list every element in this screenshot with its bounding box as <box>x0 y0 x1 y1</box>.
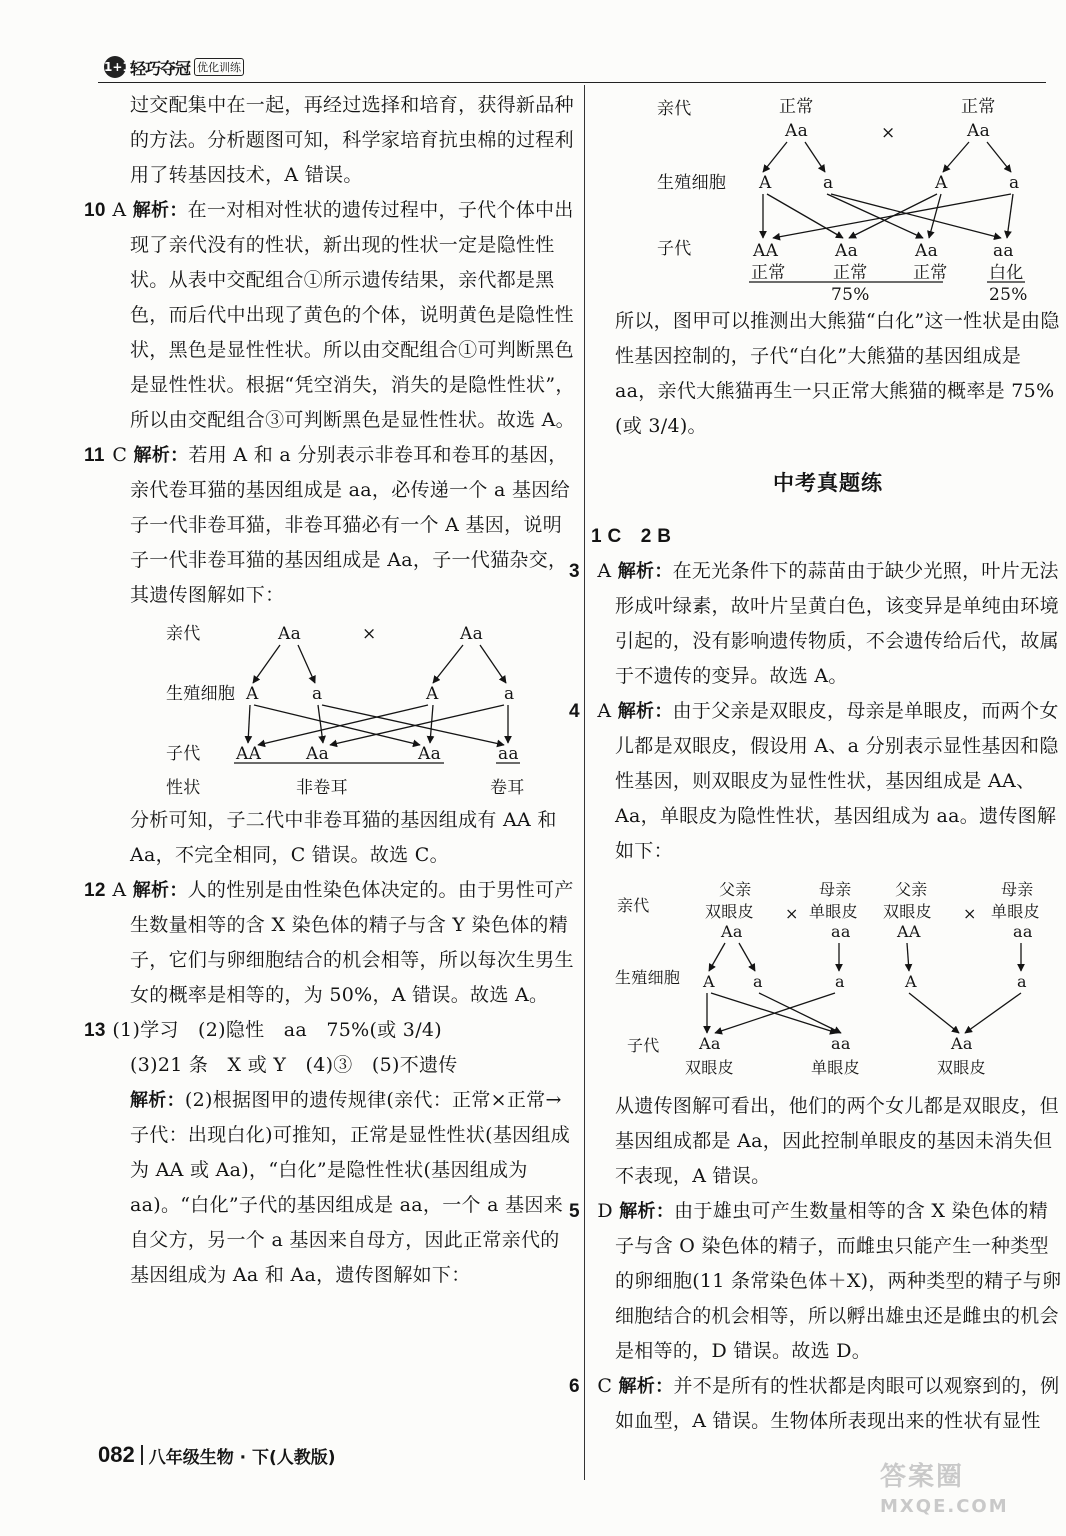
gamete: A <box>905 972 917 991</box>
father-trait: 双眼皮 <box>883 902 932 921</box>
gamete: a <box>823 173 834 193</box>
analysis-text: 人的性别是由性染色体决定的。由于男性可产生数量相等的含 X 染色体的精子与含 Y 染色体的精子，它们与卵细胞结合的机会相等，所以每次生男生女的概率是相等的，为 50%，A 错误。故选 A。 <box>130 879 574 1006</box>
analysis-text: 由于雄虫可产生数量相等的含 X 染色体的精子与含 O 染色体的精子，而雌虫只能产生一种类型的卵细胞(11 条常染色体＋X)，两种类型的精子与卵细胞结合的机会相等，所以孵出雄虫还是雌虫的机会是相等的，D 错误。故选 D。 <box>615 1200 1062 1362</box>
header-rule <box>98 82 1046 83</box>
left-column <box>84 88 576 1293</box>
analysis-text: 在无光条件下的蒜苗由于缺少光照，叶片无法形成叶绿素，故叶片呈黄白色，该变异是单纯由环境引起的，没有影响遗传物质，不会遗传给后代，故属于不遗传的变异。故选 A。 <box>615 560 1059 687</box>
answer-13-line-1: (1)学习 (2)隐性 aa 75%(或 3/4) <box>112 1019 442 1041</box>
genetic-diagram-4 <box>593 869 1063 1089</box>
answer-13-line-2: (3)21 条 X 或 Y (4)③ (5)不遗传 <box>130 1054 458 1076</box>
father-genotype: Aa <box>721 922 743 941</box>
child-genotype: AA <box>236 744 262 764</box>
row-label-child: 子代 <box>627 1036 660 1055</box>
father-trait: 双眼皮 <box>705 902 754 921</box>
row-label-parent: 亲代 <box>657 99 692 119</box>
page-footer <box>98 1440 336 1470</box>
row-label-gamete: 生殖细胞 <box>615 968 681 987</box>
parent-genotype: Aa <box>967 121 991 141</box>
child-trait: 单眼皮 <box>811 1058 860 1077</box>
brand-name: 轻巧夺冠 <box>130 58 191 78</box>
page-header <box>98 52 1046 92</box>
analysis-text: 在一对相对性状的遗传过程中，子代个体中出现了亲代没有的性状，新出现的性状一定是隐性性状。从表中交配组合①所示遗传结果，亲代都是黑色，而后代中出现了黄色的个体，说明黄色是隐性性状，黑色是显性性状。所以由交配组合①可判断黑色是显性性状。根据“凭空消失，消失的是隐性性状”，所以由交配组合③可判断黑色是显性性状。故选 A。 <box>130 199 575 431</box>
analysis-label: 解析： <box>617 561 673 582</box>
parent-genotype: Aa <box>278 624 302 644</box>
book-title: 八年级生物 · 下(人教版) <box>148 1447 336 1468</box>
parent-genotype: Aa <box>785 121 809 141</box>
child-genotype: aa <box>498 744 519 764</box>
child-genotype: aa <box>831 1034 851 1053</box>
gamete: a <box>504 684 515 704</box>
child-trait: 正常 <box>913 263 948 283</box>
mother-trait: 单眼皮 <box>991 902 1040 921</box>
answer-choice: C <box>112 444 128 466</box>
cross-symbol: × <box>362 624 377 644</box>
child-genotype: Aa <box>951 1034 973 1053</box>
answer-choice: A <box>112 879 127 901</box>
gamete: a <box>1009 173 1020 193</box>
answer-choice: A <box>597 560 612 582</box>
answer-13-analysis <box>108 1083 576 1293</box>
answer-12: 12 A 解析：人的性别是由性染色体决定的。由于男性可产生数量相等的含 X 染色体的精子与含 Y 染色体的精子，它们与卵细胞结合的机会相等，所以每次生男生女的概率是相等的，为 50%，A 错误。故选 A。 <box>84 879 574 1006</box>
mother-label: 母亲 <box>819 880 852 899</box>
cross-symbol: × <box>963 904 977 923</box>
brand-logo <box>104 54 244 80</box>
answers-1-2 <box>593 519 1063 554</box>
mother-genotype: aa <box>1013 922 1033 941</box>
cross-symbol: × <box>881 123 896 143</box>
child-genotype: aa <box>993 241 1014 261</box>
analysis-label: 解析： <box>132 880 188 901</box>
child-genotype: Aa <box>915 241 939 261</box>
answer-choice: D <box>597 1200 613 1222</box>
cross-arrows <box>248 645 508 745</box>
analysis-text: 若用 A 和 a 分别表示非卷耳和卷耳的基因，亲代卷耳猫的基因组成是 aa，必传递一个 a 基因给子一代非卷耳猫，非卷耳猫必有一个 A 基因，说明子一代非卷耳猫的基因组成是 Aa，子一代猫杂交，其遗传图解如下： <box>130 444 570 606</box>
column-divider <box>584 85 585 1480</box>
child-genotype: Aa <box>418 744 442 764</box>
section-title: 中考真题练 <box>773 471 883 495</box>
row-label-gamete: 生殖细胞 <box>657 173 727 193</box>
watermark-text: 答案圈 <box>880 1462 965 1492</box>
cross-symbol: × <box>785 904 799 923</box>
right-column <box>569 88 1063 1439</box>
father-label: 父亲 <box>719 880 752 899</box>
gamete: A <box>426 684 439 704</box>
answer-choice: A <box>112 199 127 221</box>
row-label-gamete: 生殖细胞 <box>166 684 236 704</box>
answer-13-conclusion: 所以，图甲可以推测出大熊猫“白化”这一性状是由隐性基因控制的，子代“白化”大熊猫的基因组成是 aa，亲代大熊猫再生一只正常大熊猫的概率是 75%(或 3/4)。 <box>615 310 1060 437</box>
analysis-label: 解析： <box>619 1201 675 1222</box>
genetic-diagram-13 <box>593 88 1063 304</box>
analysis-label: 解析： <box>617 701 673 722</box>
cross-arrows <box>763 142 1013 238</box>
analysis-label: 解析： <box>130 1090 185 1111</box>
row-label-parent: 亲代 <box>617 896 650 915</box>
watermark <box>880 1462 1009 1522</box>
answer-choice: A <box>597 700 612 722</box>
mother-genotype: aa <box>831 922 851 941</box>
answer-13: 13 (1)学习 (2)隐性 aa 75%(或 3/4) <box>84 1019 442 1041</box>
child-genotype: Aa <box>699 1034 721 1053</box>
answer-choice: C <box>597 1375 613 1397</box>
father-genotype: AA <box>897 922 921 941</box>
analysis-label: 解析： <box>618 1376 674 1397</box>
parent-genotype: Aa <box>460 624 484 644</box>
answer-10: 10 A 解析：在一对相对性状的遗传过程中，子代个体中出现了亲代没有的性状，新出现的性状一定是隐性性状。从表中交配组合①所示遗传结果，亲代都是黑色，而后代中出现了黄色的个体，说明黄色是隐性性状，黑色是显性性状。所以由交配组合①可判断黑色是显性性状。根据“凭空消失，消失的是隐性性状”，所以由交配组合③可判断黑色是显性性状。故选 A。 <box>84 199 575 431</box>
gamete: A <box>246 684 259 704</box>
gamete: A <box>935 173 948 193</box>
probability-albino: 25% <box>989 285 1028 304</box>
mother-trait: 单眼皮 <box>809 902 858 921</box>
answer-4: 4 A 解析：由于父亲是双眼皮，母亲是单眼皮，而两个女儿都是双眼皮，假设用 A、a 分别表示显性基因和隐性基因，则双眼皮为显性性状，基因组成是 AA、Aa，单眼皮为隐性性状，基因组成为 aa。遗传图解如下： <box>569 700 1059 862</box>
gamete: a <box>312 684 323 704</box>
analysis-label: 解析： <box>133 445 189 466</box>
analysis-text: (2)根据图甲的遗传规律(亲代：正常×正常→子代：出现白化)可推知，正常是显性性状(基因组成为 AA 或 Aa)，“白化”是隐性性状(基因组成为 aa)。“白化”子代的基因组成是 aa，一个 a 基因来自父方，另一个 a 基因来自母方，因此正常亲代的基因组成为 Aa 和 Aa，遗传图解如下： <box>130 1089 571 1286</box>
row-label-trait: 性状 <box>166 778 201 798</box>
parent-trait: 正常 <box>961 97 996 117</box>
watermark-url: MXQE.COM <box>880 1496 1009 1517</box>
child-trait: 正常 <box>833 263 868 283</box>
child-genotype: Aa <box>306 744 330 764</box>
row-label-child: 子代 <box>657 239 692 259</box>
gamete: a <box>1017 972 1027 991</box>
logo-mark-icon: 1+1 <box>104 56 126 78</box>
answer-4-conclusion: 从遗传图解可看出，他们的两个女儿都是双眼皮，但基因组成都是 Aa，因此控制单眼皮的基因未消失但不表现，A 错误。 <box>615 1095 1059 1187</box>
answer-list: 1 C 2 B <box>591 526 672 547</box>
child-genotype: Aa <box>835 241 859 261</box>
answer-5: 5 D 解析：由于雄虫可产生数量相等的含 X 染色体的精子与含 O 染色体的精子，而雌虫只能产生一种类型的卵细胞(11 条常染色体＋X)，两种类型的精子与卵细胞结合的机会相等，所以孵出雄虫还是雌虫的机会是相等的，D 错误。故选 D。 <box>569 1200 1062 1362</box>
footer-separator <box>141 1445 143 1465</box>
child-trait: 双眼皮 <box>937 1058 986 1077</box>
father-label: 父亲 <box>895 880 928 899</box>
gamete: a <box>753 972 763 991</box>
answer-11: 11 C 解析：若用 A 和 a 分别表示非卷耳和卷耳的基因，亲代卷耳猫的基因组成是 aa，必传递一个 a 基因给子一代非卷耳猫，非卷耳猫必有一个 A 基因，说明子一代非卷耳猫的基因组成是 Aa，子一代猫杂交，其遗传图解如下： <box>84 444 570 606</box>
row-label-parent: 亲代 <box>166 624 201 644</box>
analysis-label: 解析： <box>132 200 188 221</box>
gamete: A <box>759 173 772 193</box>
genetic-diagram-11 <box>108 613 576 803</box>
trait-recessive: 卷耳 <box>490 778 525 798</box>
answer-6: 6 C 解析：并不是所有的性状都是肉眼可以观察到的，例如血型，A 错误。生物体所表现出来的性状有显性 <box>569 1375 1060 1432</box>
analysis-text: 由于父亲是双眼皮，母亲是单眼皮，而两个女儿都是双眼皮，假设用 A、a 分别表示显性基因和隐性基因，则双眼皮为显性性状，基因组成是 AA、Aa，单眼皮为隐性性状，基因组成为 aa。遗传图解如下： <box>615 700 1059 862</box>
page-number: 082 <box>98 1442 135 1467</box>
analysis-text: 并不是所有的性状都是肉眼可以观察到的，例如血型，A 错误。生物体所表现出来的性状有显性 <box>615 1375 1060 1432</box>
parent-trait: 正常 <box>779 97 814 117</box>
gamete: a <box>835 972 845 991</box>
answer-3: 3 A 解析：在无光条件下的蒜苗由于缺少光照，叶片无法形成叶绿素，故叶片呈黄白色，该变异是单纯由环境引起的，没有影响遗传物质，不会遗传给后代，故属于不遗传的变异。故选 A。 <box>569 560 1059 687</box>
intro-text: 过交配集中在一起，再经过选择和培育，获得新品种的方法。分析题图可知，科学家培育抗虫棉的过程利用了转基因技术，A 错误。 <box>130 94 574 186</box>
probability-normal: 75% <box>831 285 870 304</box>
child-genotype: AA <box>753 241 779 261</box>
answer-11-conclusion: 分析可知，子二代中非卷耳猫的基因组成有 AA 和 Aa，不完全相同，C 错误。故选 C。 <box>130 809 557 866</box>
child-trait: 正常 <box>751 263 786 283</box>
mother-label: 母亲 <box>1001 880 1034 899</box>
child-trait: 双眼皮 <box>685 1058 734 1077</box>
brand-tag: 优化训练 <box>194 58 244 76</box>
row-label-child: 子代 <box>166 744 201 764</box>
child-trait: 白化 <box>989 263 1024 283</box>
gamete: A <box>703 972 715 991</box>
trait-dominant: 非卷耳 <box>296 778 348 798</box>
